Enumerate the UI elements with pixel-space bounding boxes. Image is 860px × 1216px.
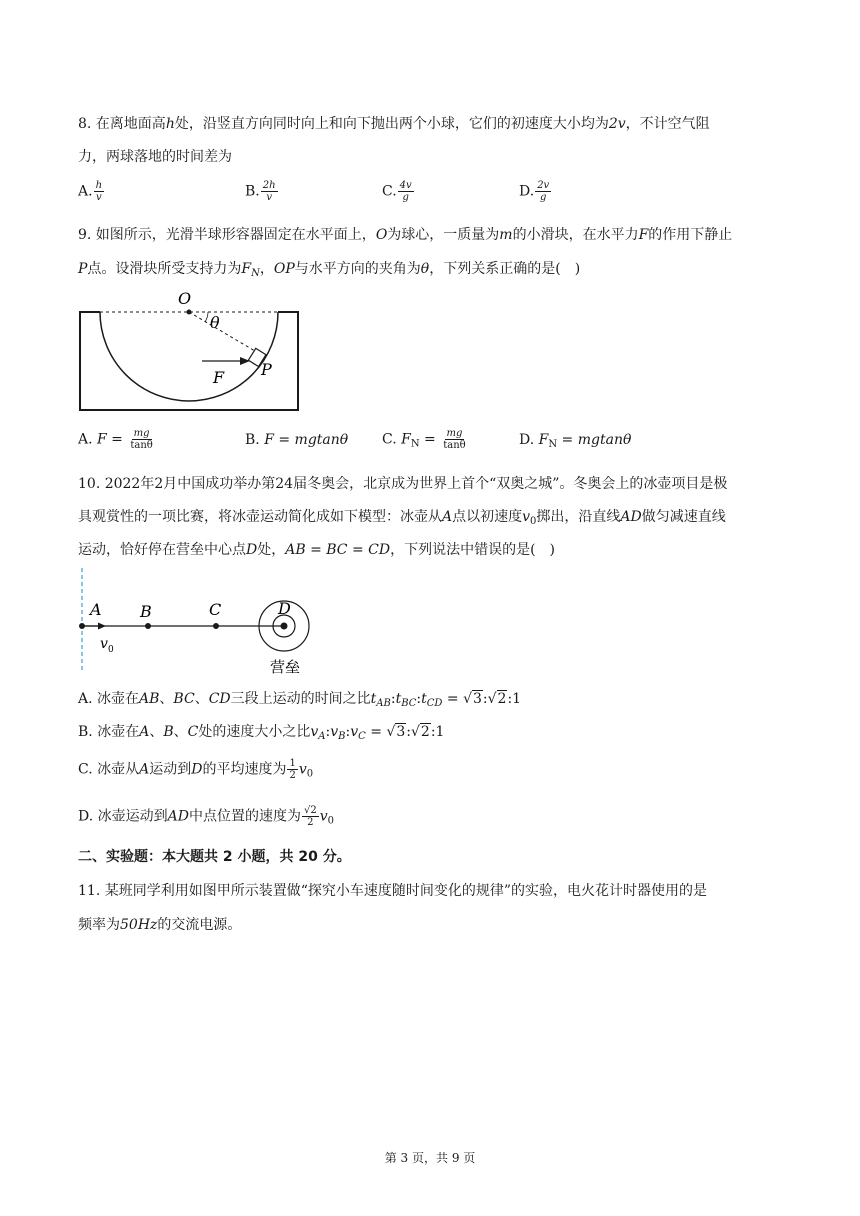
label-D: D bbox=[278, 599, 291, 618]
point-D bbox=[281, 623, 288, 630]
q8-option-d bbox=[519, 180, 552, 203]
var-P: P bbox=[78, 261, 88, 277]
q10-line3 bbox=[78, 539, 555, 559]
q8-text: 8. 在离地面高 bbox=[78, 116, 166, 132]
q10-text: ，下列说法中错误的是( ) bbox=[390, 542, 556, 558]
var-D: D bbox=[191, 761, 203, 778]
subscript: N bbox=[251, 268, 260, 279]
q8-option-b bbox=[245, 180, 279, 203]
point-B bbox=[145, 623, 151, 629]
q10-text: 具观赏性的一项比赛，将冰壶运动简化成如下模型：冰壶从 bbox=[78, 509, 442, 525]
fraction bbox=[287, 758, 297, 781]
label-v0: v bbox=[100, 636, 108, 652]
label-F: F bbox=[213, 368, 225, 387]
numerator: 2h bbox=[262, 180, 276, 191]
equals: = bbox=[419, 431, 441, 448]
q9-option-d bbox=[519, 432, 631, 450]
q10-line2 bbox=[78, 506, 726, 527]
var-AD: AD bbox=[167, 808, 189, 825]
q10-text: 中点位置的速度为 bbox=[188, 808, 301, 825]
q9-line2 bbox=[78, 258, 580, 279]
q11-line1: 11. 某班同学利用如图甲所示装置做“探究小车速度随时间变化的规律”的实验，电火花计时器使用的是 bbox=[78, 883, 708, 899]
q10-text: D. 冰壶运动到 bbox=[78, 808, 168, 825]
label-P: P bbox=[261, 360, 272, 379]
numerator: h bbox=[95, 180, 103, 191]
denominator: tanθ bbox=[130, 440, 153, 451]
q10-line1: 10. 2022年2月中国成功举办第24届冬奥会，北京成为世界上首个“双奥之城”。冬奥会上的冰壶项目是极 bbox=[78, 476, 728, 492]
numerator: 2v bbox=[537, 180, 550, 191]
section-heading: 二、实验题：本大题共 2 小题，共 20 分。 bbox=[78, 849, 351, 865]
denominator: tanθ bbox=[443, 440, 466, 451]
var-m: m bbox=[499, 227, 513, 243]
q10-option-c bbox=[78, 758, 313, 781]
point-C bbox=[213, 623, 219, 629]
q9-option-a bbox=[78, 428, 156, 451]
q9-text: ， bbox=[259, 261, 274, 277]
q8-text: 处，沿竖直方向同时向上和向下抛出两个小球，它们的初速度大小均为 bbox=[174, 116, 609, 132]
var-A: A bbox=[442, 509, 453, 525]
label-B: B bbox=[140, 602, 152, 621]
point-A bbox=[79, 623, 85, 629]
var-AD: AD bbox=[620, 509, 642, 525]
q10-text: 运动，恰好停在营垒中心点 bbox=[78, 542, 246, 558]
q9-text: 为球心，一质量为 bbox=[387, 227, 500, 243]
option-label: A. bbox=[78, 431, 93, 448]
q9-option-c bbox=[382, 428, 469, 451]
q10-option-a: A. 冰壶在AB、BC、CD三段上运动的时间之比$t_{AB}:t_{BC}:t_{CD}$ = √3:√2:1 bbox=[78, 691, 522, 709]
q9-text: 的作用下静止 bbox=[648, 227, 733, 243]
var-2v: 2v bbox=[608, 116, 626, 132]
q10-text: 点以初速度 bbox=[452, 509, 523, 525]
q10-text: 掷出，沿直线 bbox=[536, 509, 621, 525]
fraction bbox=[441, 428, 467, 451]
subscript: 0 bbox=[306, 768, 314, 780]
q11-text: 的交流电源。 bbox=[157, 917, 242, 933]
fraction bbox=[128, 428, 154, 451]
house-caption: 营垒 bbox=[270, 658, 301, 676]
denominator: g bbox=[402, 192, 409, 203]
var-F: F bbox=[401, 431, 411, 448]
var-F: F bbox=[638, 227, 649, 243]
var-h: h bbox=[165, 116, 175, 132]
var-OP: OP bbox=[273, 261, 295, 277]
fraction bbox=[398, 180, 414, 203]
q10-text: C. 冰壶从 bbox=[78, 761, 140, 778]
q8-option-c bbox=[382, 180, 415, 203]
var-D: D bbox=[246, 542, 258, 558]
arrow-head bbox=[240, 357, 250, 365]
q10-text: 做匀减速直线 bbox=[641, 509, 726, 525]
q9-text: 点。设滑块所受支持力为 bbox=[87, 261, 242, 277]
q8-text: ，不计空气阻 bbox=[625, 116, 710, 132]
center-point bbox=[187, 310, 192, 315]
q8-line1 bbox=[78, 113, 710, 133]
subscript: 0 bbox=[327, 815, 335, 827]
var-O: O bbox=[375, 227, 388, 243]
var-F: F bbox=[538, 432, 549, 448]
q9-text: ，下列关系正确的是( ) bbox=[429, 261, 581, 277]
q9-text: 与水平方向的夹角为 bbox=[294, 261, 421, 277]
denominator: g bbox=[539, 192, 547, 203]
label-A: A bbox=[90, 600, 102, 619]
option-label: D. bbox=[519, 183, 535, 200]
page-footer: 第 3 页，共 9 页 bbox=[384, 1151, 476, 1165]
var-F: F bbox=[97, 431, 107, 448]
arrow-head bbox=[98, 623, 106, 630]
var-v: v bbox=[319, 808, 328, 825]
var-v: v bbox=[298, 761, 307, 778]
option-expr: F = mgtanθ bbox=[264, 432, 349, 448]
option-expr: = mgtanθ bbox=[557, 432, 632, 448]
subscript: N bbox=[410, 438, 420, 450]
denominator: v bbox=[95, 192, 102, 203]
q9-text: 9. 如图所示，光滑半球形容器固定在水平面上， bbox=[78, 227, 376, 243]
var-theta: θ bbox=[420, 261, 430, 277]
curling-track-figure bbox=[70, 566, 320, 678]
denominator: 2 bbox=[289, 770, 296, 781]
q10-option-b: B. 冰壶在A、B、C处的速度大小之比$v_A:v_B:v_C$ = √3:√2:1 bbox=[78, 724, 445, 742]
hemisphere-container-figure bbox=[70, 288, 310, 416]
option-label: C. bbox=[382, 431, 397, 448]
q10-text: 的平均速度为 bbox=[202, 761, 287, 778]
var-FN: F bbox=[241, 261, 252, 277]
fraction bbox=[535, 180, 551, 203]
var-v: v bbox=[522, 509, 531, 525]
equals: = bbox=[106, 431, 128, 448]
label-v0-sub: 0 bbox=[108, 645, 114, 655]
op-line bbox=[189, 312, 260, 354]
q9-line1 bbox=[78, 224, 732, 244]
q10-text: 处， bbox=[257, 542, 286, 558]
equation: AB = BC = CD bbox=[285, 542, 391, 558]
label-C: C bbox=[209, 600, 222, 619]
numerator: 1 bbox=[289, 758, 296, 769]
q11-text: 频率为 bbox=[78, 917, 120, 933]
frequency-value: 50Hz bbox=[120, 917, 158, 933]
option-label: B. bbox=[245, 432, 260, 448]
q10-option-d bbox=[78, 805, 334, 828]
q10-text: 运动到 bbox=[149, 761, 192, 778]
q8-line2: 力，两球落地的时间差为 bbox=[78, 149, 232, 165]
numerator: √2 bbox=[303, 805, 317, 816]
fraction bbox=[302, 805, 319, 828]
numerator: 4v bbox=[399, 180, 412, 191]
q9-text: 的小滑块，在水平力 bbox=[512, 227, 639, 243]
var-A: A bbox=[139, 761, 150, 778]
label-O: O bbox=[178, 289, 192, 308]
denominator: 2 bbox=[307, 817, 314, 828]
fraction bbox=[261, 180, 278, 203]
q9-option-b bbox=[245, 432, 348, 448]
denominator: v bbox=[266, 192, 272, 203]
fraction bbox=[94, 180, 104, 203]
numerator: mg bbox=[446, 428, 463, 439]
subscript: N bbox=[548, 439, 558, 450]
option-label: B. bbox=[245, 183, 260, 200]
numerator: mg bbox=[133, 428, 150, 439]
q8-option-a bbox=[78, 180, 105, 203]
option-label: D. bbox=[519, 432, 535, 448]
option-label: A. bbox=[78, 183, 93, 200]
label-theta: θ bbox=[210, 313, 220, 332]
option-label: C. bbox=[382, 183, 397, 200]
subscript: 0 bbox=[530, 516, 537, 527]
q11-line2 bbox=[78, 914, 241, 934]
